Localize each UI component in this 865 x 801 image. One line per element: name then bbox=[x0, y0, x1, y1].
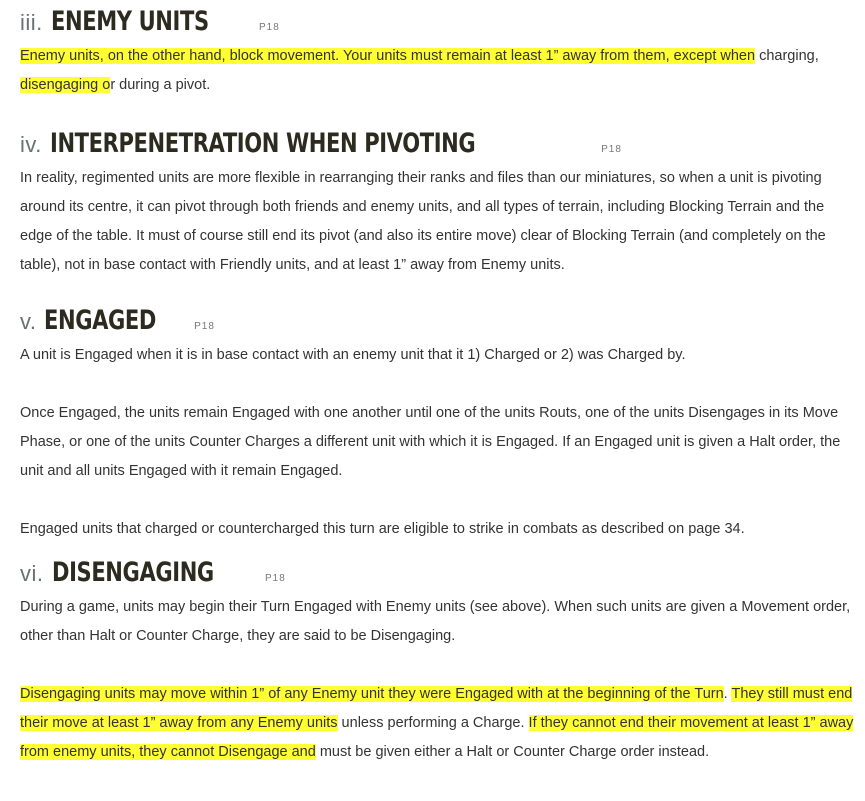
section-title: ENGAGED bbox=[44, 305, 157, 336]
paragraph: A unit is Engaged when it is in base contact with an enemy unit that it 1) Charged or 2) was Charged by. bbox=[20, 347, 686, 363]
paragraph: Once Engaged, the units remain Engaged with one another until one of the units Routs, one of the units Disengages in its Move Phase, or one of the units Counter Charges a different unit with which it is Engaged. If an Engaged unit is given a Halt order, the unit and all units Engaged with it remain Engaged. bbox=[20, 405, 841, 479]
section-heading bbox=[20, 128, 855, 164]
section-title: ENEMY UNITS bbox=[50, 6, 209, 37]
page-reference: P18 bbox=[601, 144, 622, 155]
paragraph: In reality, regimented units are more flexible in rearranging their ranks and files than our miniatures, so when a unit is pivoting around its centre, it can pivot through both friends and enemy units, and all types of terrain, including Blocking Terrain and the edge of the table. It must of course still end its pivot (and also its entire move) clear of Blocking Terrain (and completely on the table), not in base contact with Friendly units, and at least 1” away from Enemy units. bbox=[20, 170, 826, 273]
page-reference: P18 bbox=[264, 573, 286, 584]
highlight: If they cannot end their movement at least 1” away from enemy units, they cannot Disengage and bbox=[20, 715, 854, 760]
highlight: They still must end their move at least 1” away from any Enemy units bbox=[20, 686, 853, 731]
section-enemy-units bbox=[20, 6, 855, 100]
section-engaged bbox=[20, 305, 855, 544]
section-interpenetration bbox=[20, 128, 855, 280]
paragraph: During a game, units may begin their Turn Engaged with Enemy units (see above). When such units are given a Movement order, other than Halt or Counter Charge, they are said to be Disengaging. bbox=[20, 599, 851, 644]
section-heading bbox=[20, 6, 855, 42]
page-reference: P18 bbox=[194, 321, 215, 332]
section-disengaging bbox=[20, 557, 855, 767]
section-title: DISENGAGING bbox=[51, 557, 214, 588]
section-heading bbox=[20, 557, 855, 593]
paragraph: Disengaging units may move within 1” of any Enemy unit they were Engaged with at the beginning of the Turn. They still must end their move at least 1” away from any Enemy units unless performing a Charge. If they cannot end their movement at least 1” away from enemy units, they cannot Disengage and must be given either a Halt or Counter Charge order instead. bbox=[20, 686, 854, 760]
section-numeral: v. bbox=[20, 309, 37, 334]
section-heading bbox=[20, 305, 855, 341]
section-title: INTERPENETRATION WHEN PIVOTING bbox=[49, 128, 476, 159]
paragraph: Enemy units, on the other hand, block movement. Your units must remain at least 1” away from them, except when charging, disengaging or during a pivot. bbox=[20, 48, 819, 93]
highlight: Enemy units, on the other hand, block movement. Your units must remain at least 1” away from them, except when bbox=[20, 48, 756, 64]
paragraph: Engaged units that charged or countercharged this turn are eligible to strike in combats as described on page 34. bbox=[20, 521, 745, 537]
highlight: Disengaging units may move within 1” of any Enemy unit they were Engaged with at the beginning of the Turn bbox=[20, 686, 724, 702]
section-numeral: iv. bbox=[20, 132, 42, 157]
page-reference: P18 bbox=[259, 22, 280, 33]
section-numeral: iii. bbox=[20, 10, 43, 35]
section-numeral: vi. bbox=[20, 561, 44, 586]
highlight: disengaging o bbox=[20, 77, 111, 93]
